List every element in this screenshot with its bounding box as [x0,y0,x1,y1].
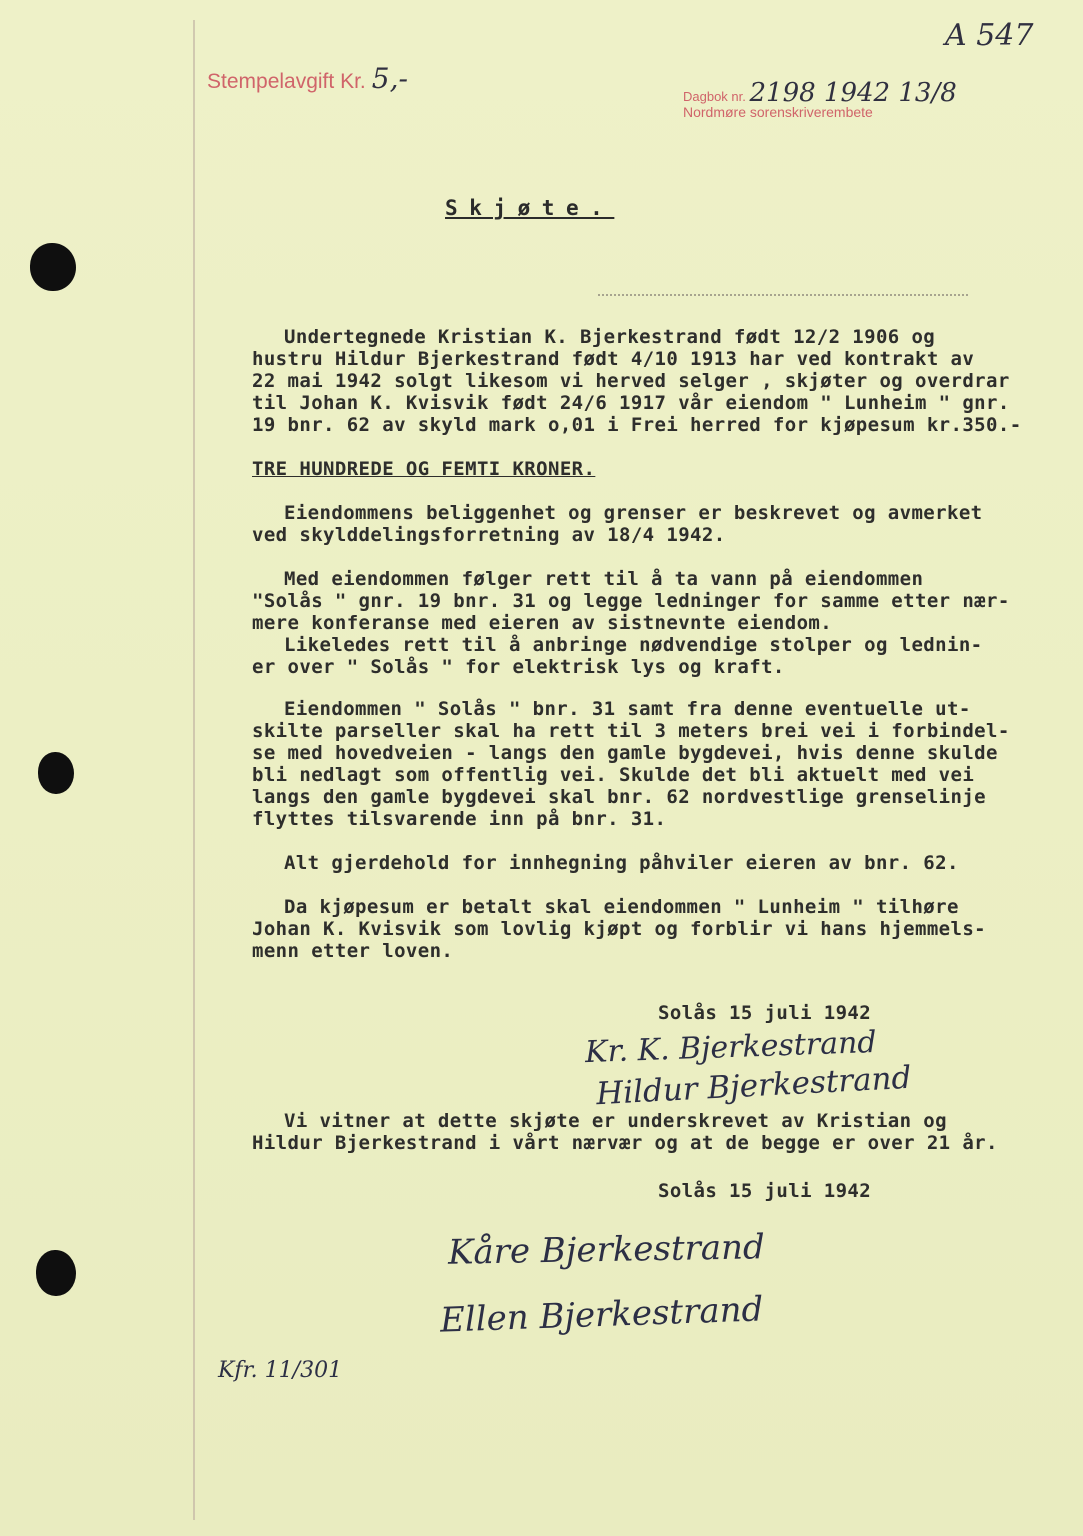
journal-label: Dagbok nr. [683,89,746,104]
text-line: Da kjøpesum er betalt skal eiendommen " Lunheim " tilhøre [284,896,959,918]
place-date: Solås 15 juli 1942 [658,1180,872,1202]
text-line: Johan K. Kvisvik som lovlig kjøpt og forblir vi hans hjemmels- [252,918,987,940]
text-line: til Johan K. Kvisvik født 24/6 1917 vår eiendom " Lunheim " gnr. [252,392,1010,414]
witness-signature: Kåre Bjerkestrand [447,1227,766,1273]
text-line: er over " Solås " for elektrisk lys og kraft. [252,656,785,678]
document-title: Skjøte. [445,196,615,220]
text-line: se med hovedveien - langs den gamle bygdevei, hvis denne skulde [252,742,998,764]
signature: Kr. K. Bjerkestrand [584,1024,878,1071]
journal-number: 2198 1942 13/8 [749,78,957,108]
text-line: 19 bnr. 62 av skyld mark o,01 i Frei herred for kjøpesum kr.350.- [252,414,1022,436]
signature: Hildur Bjerkestrand [595,1059,913,1113]
text-line: Alt gjerdehold for innhegning påhviler eieren av bnr. 62. [284,852,959,874]
text-line: hustru Hildur Bjerkestrand født 4/10 1913 har ved kontrakt av [252,348,975,370]
text-line: Undertegnede Kristian K. Bjerkestrand født 12/2 1906 og [284,326,936,348]
punch-hole [30,243,76,291]
marginal-note: Kfr. 11/301 [218,1358,343,1383]
text-line: skilte parseller skal ha rett til 3 meters brei vei i forbindel- [252,720,1010,742]
text-line: TRE HUNDREDE OG FEMTI KRONER. [252,458,596,480]
text-line: Med eiendommen følger rett til å ta vann på eiendommen [284,568,924,590]
page-reference: A 547 [945,18,1034,53]
text-line: Eiendommen " Solås " bnr. 31 samt fra denne eventuelle ut- [284,698,971,720]
text-line: Vi vitner at dette skjøte er underskrevet av Kristian og [284,1110,947,1132]
divider [598,294,968,296]
text-line: menn etter loven. [252,940,454,962]
text-line: bli nedlagt som offentlig vei. Skulde det bli aktuelt med vei [252,764,975,786]
text-line: Likeledes rett til å anbringe nødvendige stolper og lednin- [284,634,983,656]
punch-hole [38,752,74,794]
text-line: langs den gamle bygdevei skal bnr. 62 nordvestlige grenselinje [252,786,987,808]
stamp-fee-amount: 5,- [371,62,408,95]
text-line: 22 mai 1942 solgt likesom vi herved selger , skjøter og overdrar [252,370,1010,392]
stamp-fee [207,62,408,95]
text-line: Hildur Bjerkestrand i vårt nærvær og at de begge er over 21 år. [252,1132,998,1154]
text-line: mere konferanse med eieren av sistnevnte eiendom. [252,612,833,634]
text-line: flyttes tilsvarende inn på bnr. 31. [252,808,667,830]
punch-hole [36,1250,76,1296]
text-line: "Solås " gnr. 19 bnr. 31 og legge ledninger for samme etter nær- [252,590,1010,612]
office-stamp: Nordmøre sorenskriverembete [683,104,873,120]
text-line: Eiendommens beliggenhet og grenser er beskrevet og avmerket [284,502,983,524]
place-date: Solås 15 juli 1942 [658,1002,872,1024]
witness-signature: Ellen Bjerkestrand [439,1289,764,1341]
text-line: ved skylddelingsforretning av 18/4 1942. [252,524,726,546]
stamp-fee-label: Stempelavgift Kr. [207,70,366,93]
margin-rule [193,20,195,1520]
